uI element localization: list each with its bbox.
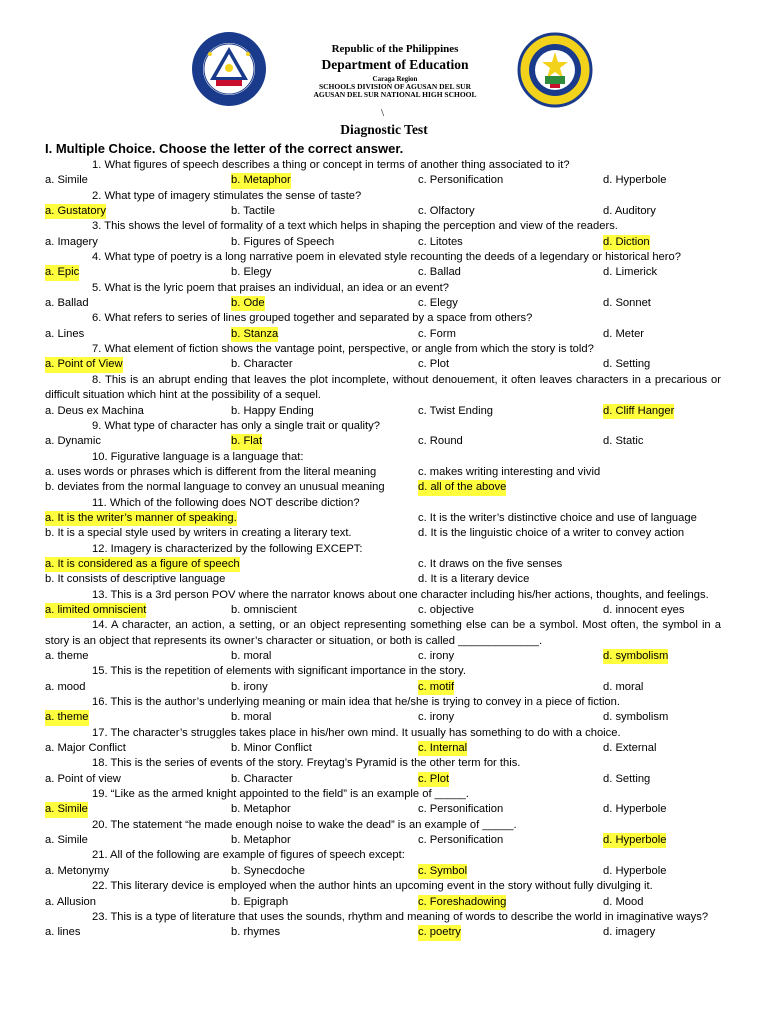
- option: c. objective: [418, 603, 474, 616]
- option: b. irony: [231, 680, 268, 693]
- question-text: 23. This is a type of literature that uses the sounds, rhythm and meaning of words to describe the world in imaginative ways?: [92, 910, 709, 923]
- option: d. symbolism: [603, 711, 669, 724]
- option: a. Metonymy: [45, 864, 110, 877]
- option-row: [45, 895, 721, 910]
- question-text: 9. What type of character has only a single trait or quality?: [92, 419, 380, 432]
- option: a. uses words or phrases which is different from the literal meaning: [45, 465, 377, 478]
- question-text: 1. What figures of speech describes a thing or concept in terms of another thing associated to it?: [92, 159, 570, 171]
- correct-option: a. It is considered as a figure of speech: [45, 557, 240, 572]
- option: b. Synecdoche: [231, 864, 306, 877]
- option-row: [45, 511, 721, 526]
- option: b. It is a special style used by writers in creating a literary text.: [45, 527, 352, 540]
- option: b. Happy Ending: [231, 404, 314, 417]
- option-row: [45, 680, 721, 695]
- option: d. Setting: [603, 358, 651, 371]
- question-list: [45, 158, 721, 941]
- option: d. imagery: [603, 926, 656, 939]
- option-row: [45, 357, 721, 372]
- option: c. It draws on the five senses: [418, 557, 563, 570]
- question-text: 14. A character, an action, a setting, or an object representing something else can be a symbol. Most often, the symbol in a story is an object that represents its owner’s character or situation, or both is called _____________.: [45, 619, 721, 647]
- option: a. mood: [45, 680, 86, 693]
- option: b. Metaphor: [231, 834, 291, 847]
- option: a. lines: [45, 926, 81, 939]
- option: b. moral: [231, 711, 272, 724]
- correct-option: d. symbolism: [603, 649, 668, 664]
- correct-option: a. Point of View: [45, 357, 123, 372]
- option: c. makes writing interesting and vivid: [418, 465, 601, 478]
- option-row: [45, 557, 721, 572]
- question-text: 18. This is the series of events of the story. Freytag’s Pyramid is the other term for this.: [92, 757, 521, 770]
- option: d. Hyperbole: [603, 864, 667, 877]
- option-row: [45, 833, 721, 848]
- question-text: 2. What type of imagery stimulates the sense of taste?: [92, 189, 362, 202]
- header-region: Caraga Region: [372, 75, 418, 83]
- question-text: 19. “Like as the armed knight appointed to the field” is an example of _____.: [92, 788, 469, 801]
- option: d. External: [603, 742, 657, 755]
- correct-option: d. Cliff Hanger: [603, 404, 674, 419]
- correct-option: c. motif: [418, 680, 454, 695]
- question-text: 4. What type of poetry is a long narrative poem in elevated style recounting the deeds of a legendary or historical hero?: [92, 251, 681, 264]
- option: a. Lines: [45, 327, 85, 340]
- question-text: 16. This is the author’s underlying meaning or main idea that he/she is trying to convey in a piece of fiction.: [92, 696, 620, 709]
- header-division: SCHOOLS DIVISION OF AGUSAN DEL SUR: [318, 82, 472, 91]
- document-header: [0, 30, 768, 110]
- question-text: 15. This is the repetition of elements with significant importance in the story.: [92, 665, 466, 678]
- option: d. Hyperbole: [603, 803, 667, 816]
- correct-option: b. Flat: [231, 434, 262, 449]
- question-text: 8. This is an abrupt ending that leaves the plot incomplete, without denouement, it often leaves characters in a precarious or difficult situation which hint at the possibility of a sequel.: [45, 373, 721, 402]
- header-department: Department of Education: [321, 57, 469, 72]
- header-school: AGUSAN DEL SUR NATIONAL HIGH SCHOOL: [313, 90, 477, 99]
- option: b. deviates from the normal language to convey an unusual meaning: [45, 481, 385, 494]
- option: d. Sonnet: [603, 297, 651, 310]
- option: c. Plot: [418, 358, 450, 371]
- option: d. It is the linguistic choice of a writer to convey action: [418, 527, 685, 540]
- option: d. Setting: [603, 772, 651, 785]
- option: d. Limerick: [603, 266, 658, 279]
- stray-backslash: \: [381, 107, 385, 119]
- correct-option: a. It is the writer’s manner of speaking.: [45, 511, 237, 526]
- option-row: [45, 173, 721, 188]
- question-text: 20. The statement “he made enough noise to wake the dead” is an example of _____.: [92, 818, 517, 831]
- correct-option: b. Stanza: [231, 327, 278, 342]
- option: a. Simile: [45, 174, 88, 187]
- option: a. Dynamic: [45, 435, 101, 448]
- option: b. Character: [231, 772, 293, 785]
- option-row: [45, 434, 721, 449]
- correct-option: b. Metaphor: [231, 173, 291, 188]
- option-row: [45, 327, 721, 342]
- option-row: [45, 772, 721, 787]
- option: c. Twist Ending: [418, 404, 494, 417]
- header-republic: Republic of the Philippines: [331, 43, 459, 55]
- correct-option: d. Diction: [603, 235, 650, 250]
- question-text: 11. Which of the following does NOT describe diction?: [92, 496, 360, 509]
- option-row: [45, 235, 721, 250]
- correct-option: d. all of the above: [418, 480, 506, 495]
- option: a. Ballad: [45, 297, 89, 310]
- question-text: 5. What is the lyric poem that praises an individual, an idea or an event?: [92, 281, 449, 294]
- option: c. Elegy: [418, 297, 458, 310]
- option: a. Imagery: [45, 235, 98, 248]
- correct-option: a. theme: [45, 710, 89, 725]
- option-row: [45, 572, 721, 587]
- question-text: 6. What refers to series of lines grouped together and separated by a space from others?: [92, 312, 533, 325]
- correct-option: a. Simile: [45, 802, 88, 817]
- option-row: [45, 480, 721, 495]
- option-row: [45, 526, 721, 541]
- correct-option: a. Epic: [45, 265, 79, 280]
- correct-option: c. poetry: [418, 925, 461, 940]
- option: a. Allusion: [45, 895, 96, 908]
- option-row: [45, 404, 721, 419]
- correct-option: c. Symbol: [418, 864, 467, 879]
- option: d. Static: [603, 435, 644, 448]
- page-title: Diagnostic Test: [340, 122, 428, 137]
- option: a. Major Conflict: [45, 742, 126, 755]
- option: b. omniscient: [231, 603, 297, 616]
- question-text: 3. This shows the level of formality of a text which helps in shaping the perception and view of the readers.: [92, 220, 618, 233]
- correct-option: b. Ode: [231, 296, 265, 311]
- option: a. theme: [45, 650, 89, 662]
- option: c. Personification: [418, 834, 504, 847]
- option: b. moral: [231, 650, 272, 662]
- question-text: 21. All of the following are example of figures of speech except:: [92, 849, 405, 862]
- question-text: 17. The character’s struggles takes place in his/her own mind. It usually has something to do with a choice.: [92, 726, 621, 739]
- question-text: 7. What element of fiction shows the vantage point, perspective, or angle from which the story is told?: [92, 343, 594, 356]
- question-text: 10. Figurative language is a language that:: [92, 450, 304, 463]
- option: c. Litotes: [418, 235, 463, 248]
- option: c. Form: [418, 327, 456, 340]
- option: c. Olfactory: [418, 205, 475, 218]
- option: b. Figures of Speech: [231, 235, 335, 248]
- option: a. Simile: [45, 834, 88, 847]
- option-row: [45, 925, 721, 940]
- option-row: [45, 265, 721, 280]
- option: a. Point of view: [45, 772, 121, 785]
- question-text: 12. Imagery is characterized by the following EXCEPT:: [92, 542, 363, 555]
- option: d. It is a literary device: [418, 573, 530, 586]
- option: d. Hyperbole: [603, 174, 667, 187]
- school-seal-icon: [517, 32, 593, 108]
- option-row: [45, 649, 721, 664]
- option-row: [45, 741, 721, 756]
- option: b. Elegy: [231, 266, 272, 279]
- option: d. Mood: [603, 895, 644, 908]
- correct-option: a. Gustatory: [45, 204, 106, 219]
- question-text: 13. This is a 3rd person POV where the narrator knows about one character including his/her actions, thoughts, and feelings.: [92, 588, 709, 601]
- option: b. Minor Conflict: [231, 742, 312, 755]
- correct-option: d. Hyperbole: [603, 833, 666, 848]
- option: b. Metaphor: [231, 803, 291, 816]
- option: a. Deus ex Machina: [45, 404, 144, 417]
- option: c. Personification: [418, 803, 504, 816]
- option-row: [45, 710, 721, 725]
- option-row: [45, 204, 721, 219]
- option-row: [45, 465, 721, 480]
- correct-option: a. limited omniscient: [45, 603, 146, 618]
- option-row: [45, 802, 721, 817]
- option: c. irony: [418, 650, 455, 662]
- option-row: [45, 603, 721, 618]
- question-text: 22. This literary device is employed when the author hints an upcoming event in the story without fully divulging it.: [92, 880, 653, 893]
- option: d. Meter: [603, 327, 645, 340]
- option-row: [45, 864, 721, 879]
- correct-option: c. Foreshadowing: [418, 895, 506, 910]
- option: d. moral: [603, 680, 644, 693]
- option: c. It is the writer’s distinctive choice and use of language: [418, 511, 697, 524]
- option: b. Character: [231, 358, 293, 371]
- option: b. It consists of descriptive language: [45, 573, 226, 586]
- option: d. Auditory: [603, 205, 656, 218]
- deped-seal-icon: [190, 30, 268, 108]
- option: c. irony: [418, 711, 455, 724]
- option-row: [45, 296, 721, 311]
- option: c. Ballad: [418, 266, 461, 279]
- option: c. Personification: [418, 174, 504, 187]
- option: d. innocent eyes: [603, 603, 685, 616]
- option: c. Round: [418, 435, 463, 448]
- correct-option: c. Plot: [418, 772, 449, 787]
- option: b. rhymes: [231, 926, 281, 939]
- section-heading: I. Multiple Choice. Choose the letter of the correct answer.: [45, 141, 404, 156]
- option: b. Epigraph: [231, 895, 289, 908]
- correct-option: c. Internal: [418, 741, 467, 756]
- option: b. Tactile: [231, 205, 275, 218]
